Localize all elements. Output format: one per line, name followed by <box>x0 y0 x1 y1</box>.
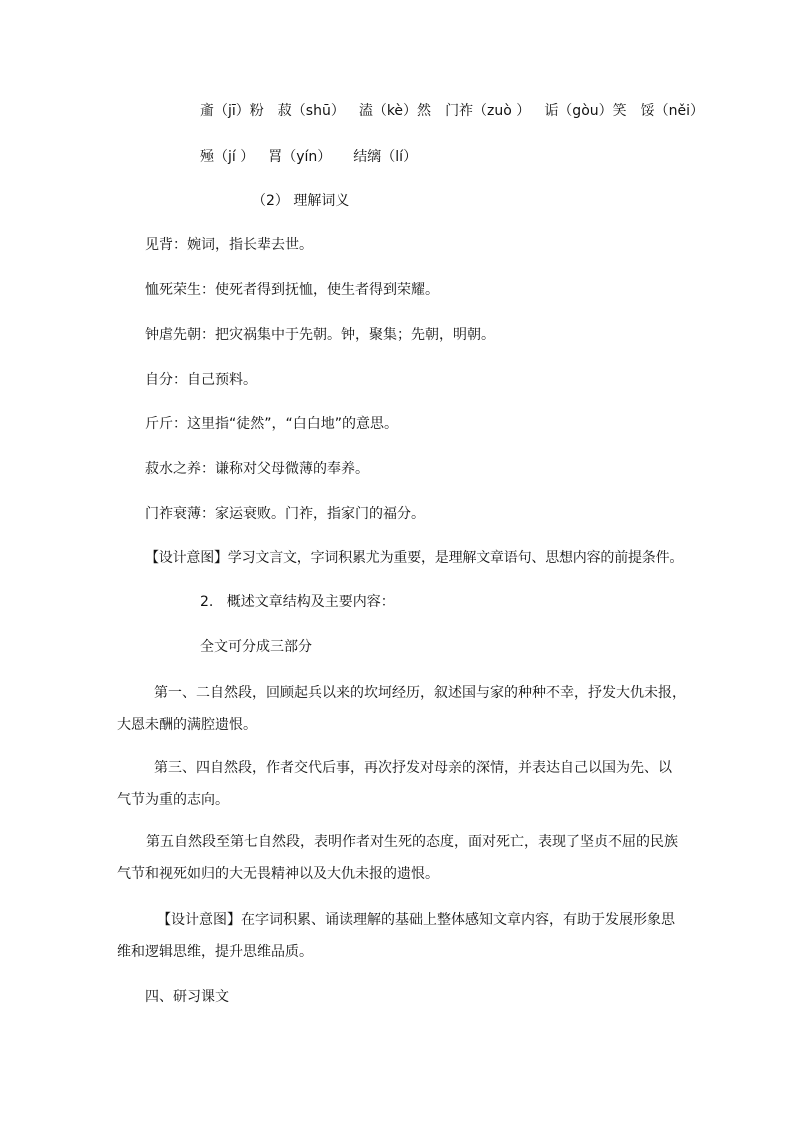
section-heading-2: （2） 理解词义 <box>252 193 350 209</box>
vocab-term: 殛（jí ） <box>200 149 255 165</box>
vocab-term: 菽（shū） <box>277 103 345 119</box>
definition-item: 钟虐先朝：把灾祸集中于先朝。钟，聚集；先朝，明朝。 <box>145 327 495 343</box>
paragraph-line: 第五自然段至第七自然段，表明作者对生死的态度，面对死亡，表现了坚贞不屈的民族 <box>146 834 678 850</box>
paragraph-line: 第三、四自然段，作者交代后事，再次抒发对母亲的深情，并表达自己以国为先、以 <box>154 760 672 776</box>
paragraph-line: 气节为重的志向。 <box>117 792 229 808</box>
definition-item: 斤斤：这里指“徒然”，“白白地”的意思。 <box>145 416 399 432</box>
vocab-row-1 <box>200 104 704 118</box>
definition-item: 恤死荣生：使死者得到抚恤，使生者得到荣耀。 <box>145 282 439 298</box>
paragraph-line: 维和逻辑思维，提升思维品质。 <box>117 944 313 960</box>
structure-part-1 <box>117 677 686 741</box>
vocab-term: 罥（yín） <box>268 149 332 165</box>
step-2-heading: 2. 概述文章结构及主要内容： <box>200 594 395 610</box>
vocab-term: 结缡（lí） <box>353 149 418 165</box>
structure-part-3 <box>117 826 677 890</box>
paragraph-line: 【设计意图】在字词积累、诵读理解的基础上整体感知文章内容，有助于发展形象思 <box>157 912 675 928</box>
vocab-term: 门祚（zuò ） <box>445 103 531 119</box>
vocab-row-2 <box>200 150 417 164</box>
design-intent-note-2 <box>117 904 677 968</box>
vocab-term: 溘（kè）然 <box>358 103 432 119</box>
structure-intro: 全文可分成三部分 <box>200 639 312 655</box>
definition-item: 自分：自己预料。 <box>145 372 257 388</box>
vocab-term: 馁（něi） <box>640 103 705 119</box>
structure-part-2 <box>117 752 677 816</box>
definition-item: 门祚衰薄：家运衰败。门祚，指家门的福分。 <box>145 506 425 522</box>
paragraph-line: 气节和视死如归的大无畏精神以及大仇未报的遗恨。 <box>117 866 439 882</box>
section-four-heading: 四、研习课文 <box>145 989 229 1005</box>
design-intent-note: 【设计意图】学习文言文，字词积累尤为重要，是理解文章语句、思想内容的前提条件。 <box>145 550 684 566</box>
paragraph-line: 大恩未酬的满腔遗恨。 <box>117 717 257 733</box>
paragraph-line: 第一、二自然段，回顾起兵以来的坎坷经历，叙述国与家的种种不幸，抒发大仇未报， <box>154 685 686 701</box>
vocab-term: 诟（gòu）笑 <box>544 103 627 119</box>
vocab-term: 齑（jī）粉 <box>200 103 264 119</box>
definition-item: 菽水之养：谦称对父母微薄的奉养。 <box>145 461 369 477</box>
definition-item: 见背：婉词，指长辈去世。 <box>145 237 313 253</box>
